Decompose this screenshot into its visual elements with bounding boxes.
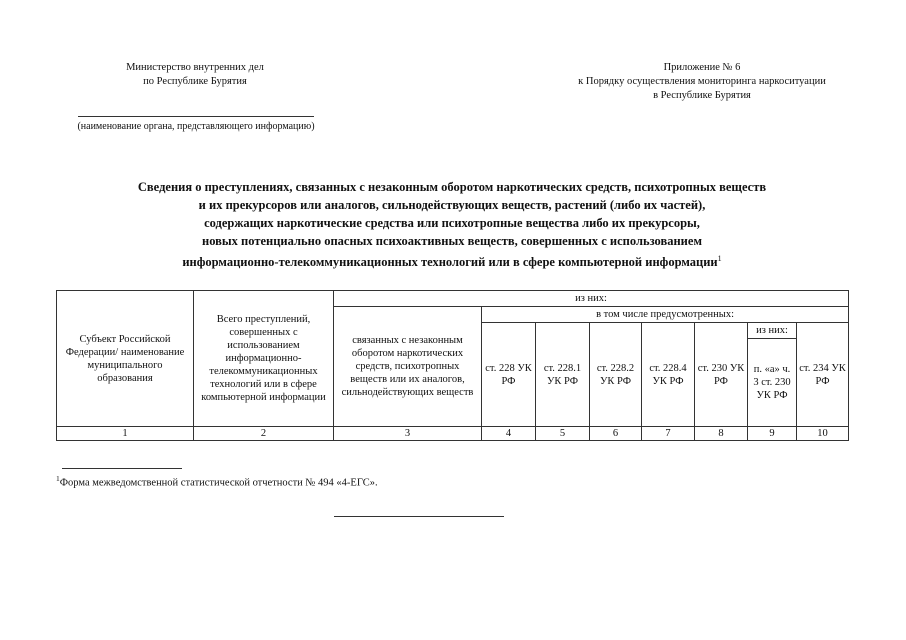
header-art-230-p-a: п. «а» ч. 3 ст. 230 УК РФ xyxy=(748,339,797,427)
ministry-region: по Республике Бурятия xyxy=(143,76,247,87)
column-number: 9 xyxy=(748,427,797,441)
header-subject: Субъект Российской Федерации/ наименование муниципального образования xyxy=(57,291,194,427)
header-art-228-1: ст. 228.1 УК РФ xyxy=(536,323,590,427)
end-separator-line xyxy=(334,516,504,517)
organization-blank-line xyxy=(78,116,314,117)
header-of-them-small: из них: xyxy=(748,323,797,339)
header-art-228: ст. 228 УК РФ xyxy=(482,323,536,427)
header-art-228-2: ст. 228.2 УК РФ xyxy=(590,323,642,427)
header-art-230: ст. 230 УК РФ xyxy=(695,323,748,427)
appendix-header xyxy=(548,61,856,103)
title-footnote-mark: 1 xyxy=(717,254,722,263)
footnote-text: Форма межведомственной статистической отчетности № 494 «4-ЕГС». xyxy=(59,477,378,489)
footnote-separator xyxy=(62,468,182,469)
appendix-region: в Республике Бурятия xyxy=(653,90,751,101)
column-number: 5 xyxy=(536,427,590,441)
footnote-mark: 1 xyxy=(56,474,60,483)
header-total-crimes: Всего преступлений, совершенных с использованием информационно-телекоммуникационных технологий или в сфере компьютерной информации xyxy=(194,291,334,427)
column-number: 8 xyxy=(695,427,748,441)
title-line-2: и их прекурсоров или аналогов, сильнодействующих веществ, растений (либо их частей), xyxy=(198,198,706,212)
title-line-3: содержащих наркотические средства или психотропные вещества либо их прекурсоры, xyxy=(204,216,700,230)
ministry-name: Министерство внутренних дел xyxy=(126,62,264,73)
column-number: 1 xyxy=(57,427,194,441)
title-line-1: Сведения о преступлениях, связанных с незаконным оборотом наркотических средств, психотропных веществ xyxy=(137,180,767,194)
organization-caption: (наименование органа, представляющего информацию) xyxy=(77,121,315,132)
footnote xyxy=(56,474,378,489)
header-drug-related: связанных с незаконным оборотом наркотических средств, психотропных веществ или их аналогов, сильнодействующих веществ xyxy=(334,307,482,427)
header-art-228-4: ст. 228.4 УК РФ xyxy=(642,323,695,427)
organization-header xyxy=(70,61,320,89)
column-number: 3 xyxy=(334,427,482,441)
column-number: 2 xyxy=(194,427,334,441)
appendix-procedure: к Порядку осуществления мониторинга наркоситуации xyxy=(578,76,826,87)
column-number: 10 xyxy=(797,427,849,441)
column-number: 7 xyxy=(642,427,695,441)
header-of-them: из них: xyxy=(334,291,849,307)
statistics-table xyxy=(56,290,849,441)
title-line-5: информационно-телекоммуникационных технологий или в сфере компьютерной информации$^1$ xyxy=(182,254,722,270)
header-art-234: ст. 234 УК РФ xyxy=(797,323,849,427)
column-number: 6 xyxy=(590,427,642,441)
appendix-number: Приложение № 6 xyxy=(663,62,741,73)
document-title xyxy=(80,178,824,271)
header-including: в том числе предусмотренных: xyxy=(482,307,849,323)
column-number: 4 xyxy=(482,427,536,441)
column-number-row xyxy=(57,427,849,441)
title-line-4: новых потенциально опасных психоактивных веществ, совершенных с использованием xyxy=(202,234,702,248)
